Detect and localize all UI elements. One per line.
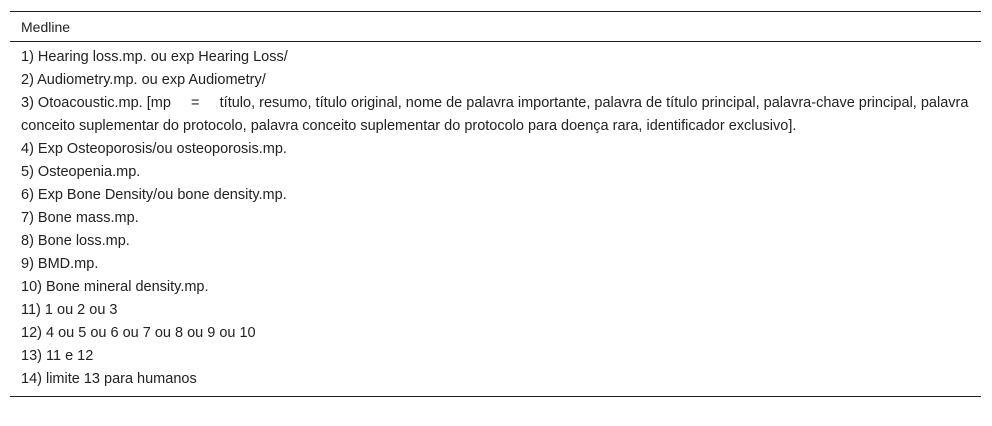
search-line-10: 10) Bone mineral density.mp. [21, 279, 209, 295]
search-line-1: 1) Hearing loss.mp. ou exp Hearing Loss/ [21, 49, 288, 65]
table-header-medline: Medline [10, 12, 981, 42]
search-line-9: 9) BMD.mp. [21, 256, 99, 272]
search-strategy-table [10, 11, 981, 397]
search-line-7: 7) Bone mass.mp. [21, 210, 139, 226]
table-body [10, 42, 981, 396]
search-line-3: 3) Otoacoustic.mp. [mp = título, resumo, título original, nome de palavra importante, palavra de título principal, palavra-chave principal, palavra conceito suplementar do protocolo, palavra conceito suplementar do protocolo para doença rara, identificador exclusivo]. [21, 95, 969, 134]
search-line-11: 11) 1 ou 2 ou 3 [21, 302, 118, 318]
search-line-6: 6) Exp Bone Density/ou bone density.mp. [21, 187, 287, 203]
search-line-5: 5) Osteopenia.mp. [21, 164, 141, 180]
search-line-13: 13) 11 e 12 [21, 348, 94, 364]
search-line-12: 12) 4 ou 5 ou 6 ou 7 ou 8 ou 9 ou 10 [21, 325, 256, 341]
search-line-14: 14) limite 13 para humanos [21, 371, 197, 387]
search-line-8: 8) Bone loss.mp. [21, 233, 130, 249]
search-line-2: 2) Audiometry.mp. ou exp Audiometry/ [21, 72, 266, 88]
search-line-4: 4) Exp Osteoporosis/ou osteoporosis.mp. [21, 141, 287, 157]
